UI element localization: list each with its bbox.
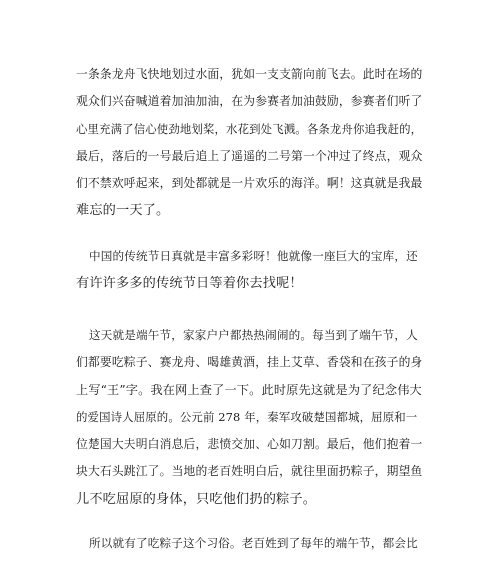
text-line: 们都要吃粽子、赛龙舟、喝雄黄酒，挂上艾草、香袋和在孩子的身 <box>76 355 423 370</box>
text-line: 观众们兴奋喊道着加油加油，在为参赛者加油鼓励，参赛者们听了 <box>76 94 423 109</box>
text-line: 儿不吃屈原的身体，只吃他们扔的粽子。 <box>76 491 317 507</box>
text-line: 这天就是端午节，家家户户都热热闹闹的。每当到了端午节，人 <box>89 328 418 342</box>
text-line: 中国的传统节日真就是丰富多彩呀！他就像一座巨大的宝库，还 <box>89 249 418 263</box>
text-line: 最后，落后的一号最后追上了遥遥的二号第一个冲过了终点，观众 <box>76 148 423 163</box>
text-line: 难忘的一天了。 <box>76 203 170 219</box>
paragraph-traditional-festivals <box>76 243 422 298</box>
paragraph-dragon-boat-festival <box>76 322 422 513</box>
paragraph-dragon-boat-race <box>76 61 422 225</box>
text-line: 心里充满了信心使劲地划桨，水花到处飞溅。各条龙舟你追我赶的， <box>76 121 423 136</box>
text-line: 们不禁欢呼起来，到处都就是一片欢乐的海洋。啊！这真就是我最 <box>76 176 423 191</box>
text-line: 块大石头跳江了。当地的老百姓明白后，就往里面扔粽子，期望鱼 <box>76 464 423 479</box>
text-line: 有许许多多的传统节日等着你去找呢！ <box>76 276 303 292</box>
text-line: 所以就有了吃粽子这个习俗。老百姓到了每年的端午节，都会比 <box>89 536 418 550</box>
text-line: 一条条龙舟飞快地划过水面，犹如一支支箭向前飞去。此时在场的 <box>76 67 423 81</box>
text-line: 位楚国大夫明白消息后，悲愤交加、心如刀割。最后，他们抱着一 <box>76 437 423 452</box>
paragraph-zongzi-custom <box>76 530 422 557</box>
text-line: 的爱国诗人屈原的。公元前 278 年，秦军攻破楚国都城，屈原和一 <box>76 409 418 424</box>
text-line: 上写“王”字。我在网上查了一下。此时原先这就是为了纪念伟大 <box>76 382 422 397</box>
